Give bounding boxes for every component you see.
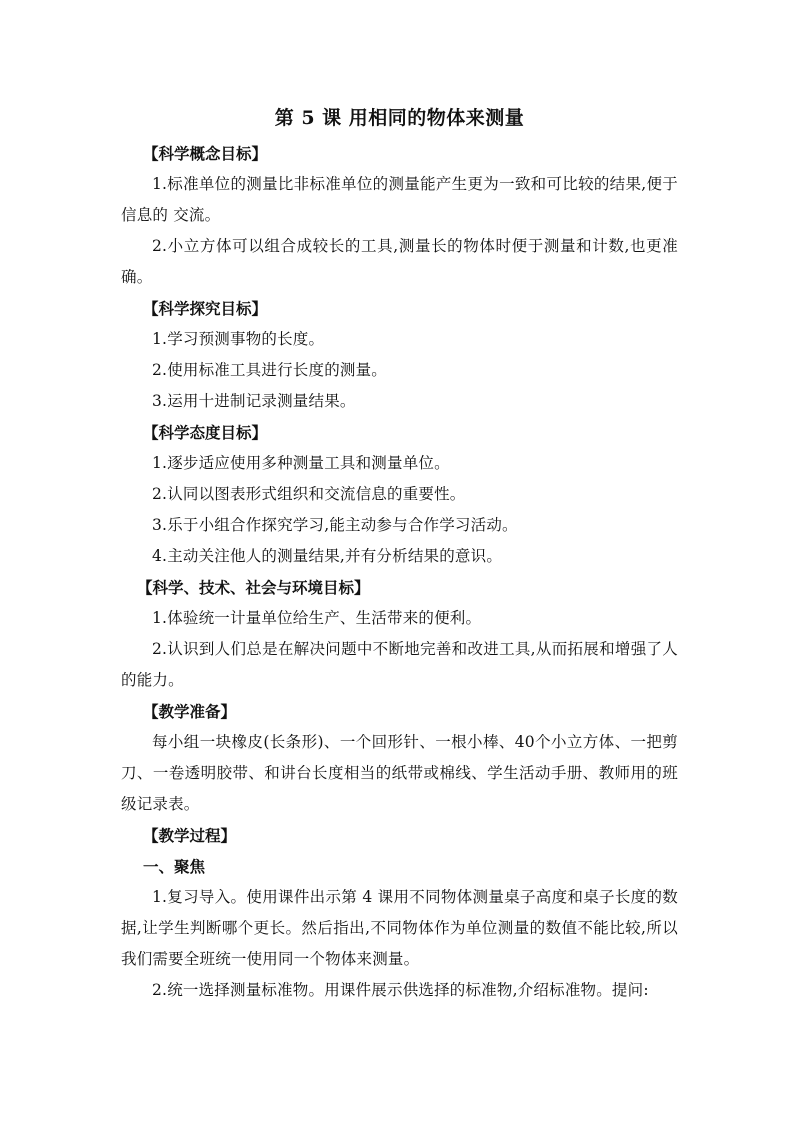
paragraph: 1.复习导入。使用课件出示第 4 课用不同物体测量桌子高度和桌子长度的数据,让学生判断哪个更长。然后指出,不同物体作为单位测量的数值不能比较,所以我们需要全班统一使用同一个物体来测量。 [121,888,678,968]
paragraph: 2.认同以图表形式组织和交流信息的重要性。 [152,485,466,503]
paragraph: 1.学习预测事物的长度。 [152,330,325,348]
section-heading-inquiry: 【科学探究目标】 [143,299,268,318]
paragraph: 2.小立方体可以组合成较长的工具,测量长的物体时便于测量和计数,也更准确。 [121,237,678,286]
paragraph: 1.标准单位的测量比非标准单位的测量能产生更为一致和可比较的结果,便于信息的 交流。 [121,175,678,224]
document-content [121,104,678,1006]
paragraph: 3.乐于小组合作探究学习,能主动参与合作学习活动。 [152,516,518,534]
paragraph: 2.使用标准工具进行长度的测量。 [152,361,387,379]
paragraph: 1.体验统一计量单位给生产、生活带来的便利。 [152,609,482,627]
section-heading-sts: 【科学、技术、社会与环境目标】 [137,578,370,597]
section-heading-prep: 【教学准备】 [143,702,237,721]
subsection-heading-focus: 一、聚焦 [143,857,206,876]
paragraph: 每小组一块橡皮(长条形)、一个回形针、一根小棒、40个小立方体、一把剪刀、一卷透明胶带、和讲台长度相当的纸带或棉线、学生活动手册、教师用的班级记录表。 [121,733,678,813]
paragraph: 3.运用十进制记录测量结果。 [152,392,356,410]
section-heading-attitude: 【科学态度目标】 [143,423,268,442]
paragraph: 4.主动关注他人的测量结果,并有分析结果的意识。 [152,547,503,565]
paragraph: 2.认识到人们总是在解决问题中不断地完善和改进工具,从而拓展和增强了人的能力。 [121,640,678,689]
paragraph: 2.统一选择测量标准物。用课件展示供选择的标准物,介绍标准物。提问: [152,981,649,999]
section-heading-process: 【教学过程】 [143,826,237,845]
section-heading-concept: 【科学概念目标】 [143,144,268,163]
paragraph: 1.逐步适应使用多种测量工具和测量单位。 [152,454,450,472]
page-title: 第 5 课 用相同的物体来测量 [274,107,525,129]
